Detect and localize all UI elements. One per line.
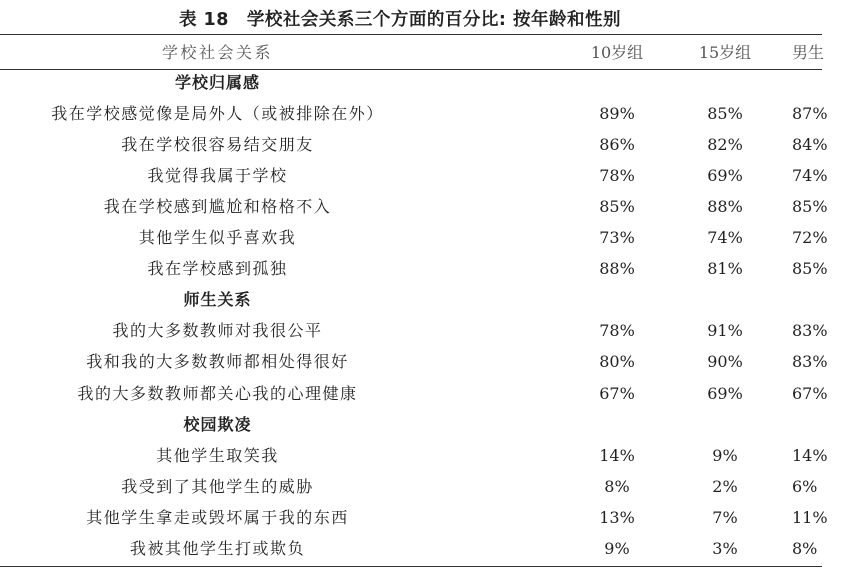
value-10: 67% [599, 384, 635, 403]
value-boys: 67% [792, 384, 828, 403]
section-heading: 师生关系 [183, 290, 252, 309]
value-boys: 83% [792, 321, 828, 340]
table-title: 表 18 学校社会关系三个方面的百分比: 按年龄和性别 [178, 10, 622, 30]
value-15: 7% [712, 508, 738, 527]
value-10: 86% [599, 135, 635, 154]
value-boys: 83% [792, 352, 828, 371]
value-15: 74% [707, 228, 743, 247]
value-boys: 72% [792, 228, 828, 247]
table-bottom-rule [0, 566, 822, 567]
row-label: 我和我的大多数教师都相处得很好 [86, 352, 349, 371]
value-boys: 84% [792, 135, 828, 154]
value-10: 85% [599, 197, 635, 216]
value-15: 88% [707, 197, 743, 216]
header-col-15: 15岁组 [698, 43, 752, 62]
value-15: 2% [712, 477, 738, 496]
value-15: 69% [707, 384, 743, 403]
value-10: 89% [599, 104, 635, 123]
value-15: 85% [707, 104, 743, 123]
value-10: 9% [604, 539, 630, 558]
value-boys: 85% [792, 259, 828, 278]
row-label: 我觉得我属于学校 [147, 166, 288, 185]
header-bottom-rule [0, 69, 822, 70]
row-label: 其他学生取笑我 [156, 446, 279, 465]
value-15: 82% [707, 135, 743, 154]
row-label: 其他学生似乎喜欢我 [138, 228, 297, 247]
value-boys: 74% [792, 166, 828, 185]
row-label: 我的大多数教师都关心我的心理健康 [77, 384, 358, 403]
value-boys: 8% [792, 539, 818, 558]
value-boys: 14% [792, 446, 828, 465]
row-label: 我在学校感到孤独 [147, 259, 288, 278]
value-15: 9% [712, 446, 738, 465]
table-top-rule [0, 34, 822, 35]
value-15: 69% [707, 166, 743, 185]
value-boys: 6% [792, 477, 818, 496]
row-label: 我受到了其他学生的威胁 [121, 477, 314, 496]
value-boys: 11% [792, 508, 828, 527]
value-15: 81% [707, 259, 743, 278]
value-10: 78% [599, 166, 635, 185]
value-10: 13% [599, 508, 635, 527]
value-boys: 87% [792, 104, 828, 123]
header-col-boys: 男生 [792, 43, 825, 62]
row-label: 我在学校感觉像是局外人（或被排除在外） [51, 104, 384, 123]
header-label: 学校社会关系 [161, 43, 273, 62]
value-10: 78% [599, 321, 635, 340]
row-label: 我在学校很容易结交朋友 [121, 135, 314, 154]
row-label: 我的大多数教师对我很公平 [112, 321, 323, 340]
value-10: 88% [599, 259, 635, 278]
value-boys: 85% [792, 197, 828, 216]
value-15: 90% [707, 352, 743, 371]
row-label: 其他学生拿走或毁坏属于我的东西 [86, 508, 349, 527]
value-15: 3% [712, 539, 738, 558]
row-label: 我被其他学生打或欺负 [129, 539, 305, 558]
section-heading: 校园欺凌 [183, 415, 252, 434]
row-label: 我在学校感到尴尬和格格不入 [103, 197, 332, 216]
value-10: 8% [604, 477, 630, 496]
value-10: 14% [599, 446, 635, 465]
value-10: 80% [599, 352, 635, 371]
header-col-10: 10岁组 [590, 43, 644, 62]
value-15: 91% [707, 321, 743, 340]
value-10: 73% [599, 228, 635, 247]
section-heading: 学校归属感 [174, 73, 260, 92]
